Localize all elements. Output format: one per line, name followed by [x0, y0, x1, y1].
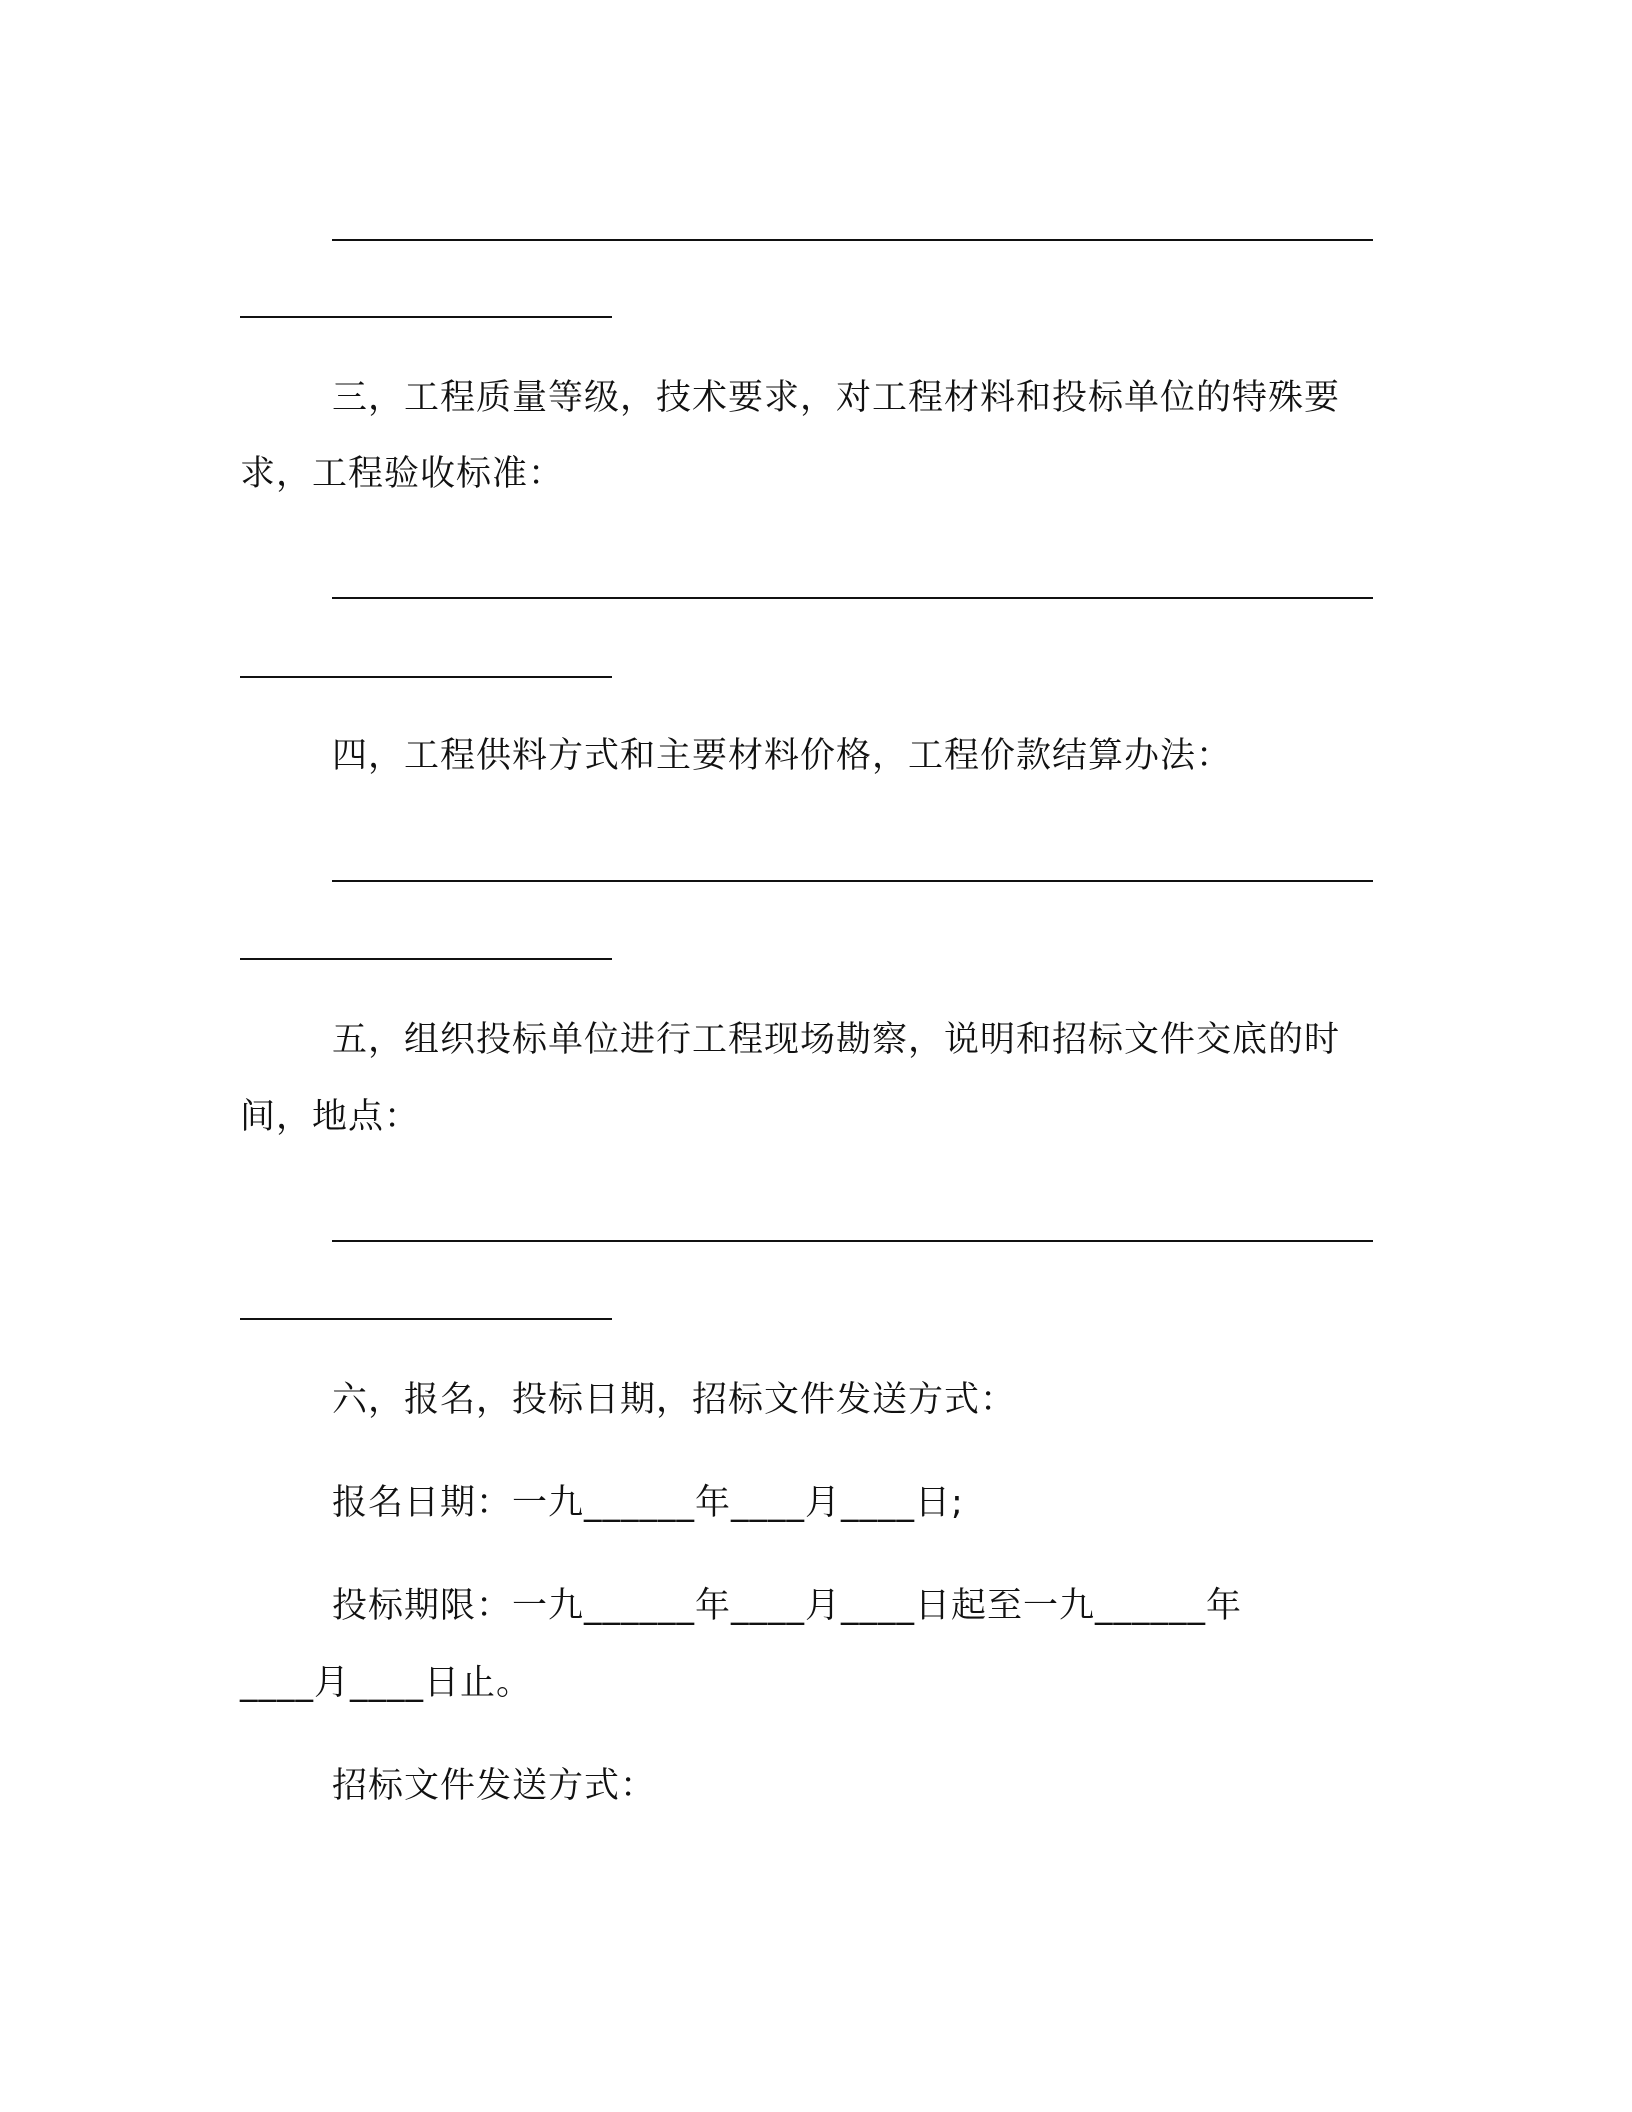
delivery-method-line: 招标文件发送方式： — [332, 1766, 657, 1806]
blank-line — [332, 239, 1373, 241]
section-5-line-1: 五，组织投标单位进行工程现场勘察，说明和招标文件交底的时 — [332, 1020, 1341, 1060]
section-3-line-1: 三，工程质量等级，技术要求，对工程材料和投标单位的特殊要 — [332, 378, 1341, 418]
blank-line — [240, 316, 612, 318]
blank-line — [332, 597, 1373, 599]
section-4-line-1: 四，工程供料方式和主要材料价格，工程价款结算办法： — [332, 736, 1233, 776]
registration-date-line: 报名日期：一九______年____月____日; — [332, 1483, 964, 1523]
blank-line — [240, 1318, 612, 1320]
blank-line — [240, 676, 612, 678]
blank-line — [240, 958, 612, 960]
blank-line — [332, 880, 1373, 882]
section-5-line-2: 间，地点： — [240, 1097, 421, 1137]
bidding-period-line-1: 投标期限：一九______年____月____日起至一九______年 — [332, 1586, 1243, 1626]
blank-line — [332, 1240, 1373, 1242]
bidding-period-line-2: ____月____日止。 — [240, 1663, 533, 1703]
section-6-heading: 六，报名，投标日期，招标文件发送方式： — [332, 1380, 1017, 1420]
section-3-line-2: 求，工程验收标准： — [240, 454, 565, 494]
